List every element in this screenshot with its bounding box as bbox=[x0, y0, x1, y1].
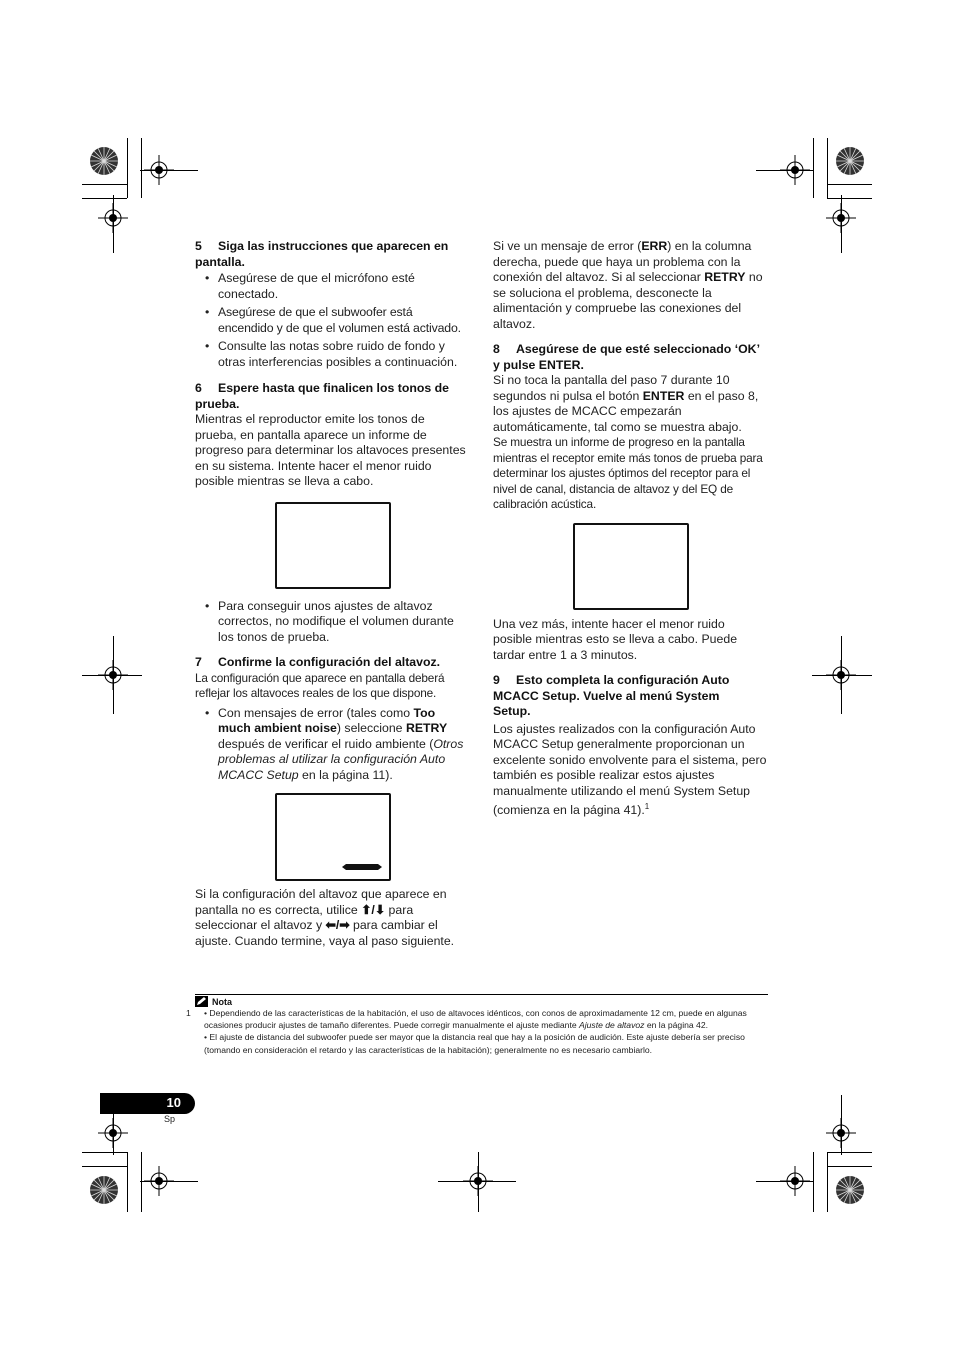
pencil-note-icon bbox=[195, 996, 208, 1007]
crop-mark bbox=[82, 1166, 127, 1167]
step-7-heading bbox=[195, 655, 471, 671]
step-6-body: Mientras el reproductor emite los tonos de prueba, en pantalla aparece un informe de progreso para determinar los altavoces presentes en su sistema. Intente hacer el menor ruido posible mientras se lleva a cabo. bbox=[195, 412, 466, 488]
bullet-item: • Consulte las notas sobre ruido de fondo y otras interferencias posibles a continuación. bbox=[195, 339, 471, 370]
crop-mark bbox=[82, 1152, 127, 1153]
starburst-target-icon bbox=[835, 146, 865, 176]
step-number: 6 bbox=[195, 381, 202, 395]
note-heading bbox=[195, 996, 768, 1007]
step-8-body-2: Se muestra un informe de progreso en la pantalla mientras el receptor emite más tonos de prueba para determinar los ajustes óptimos del receptor para el nivel de canal, distancia de altavoz y del EQ de calibración acústica. bbox=[493, 435, 763, 511]
starburst-target-icon bbox=[89, 1175, 119, 1205]
screen-illustration bbox=[573, 523, 689, 610]
step-8-body: Si no toca la pantalla del paso 7 durante 10 segundos ni pulsa el botón ENTER en el paso 8, los ajustes de MCACC empezarán automáticamente, tal como se muestra abajo. bbox=[493, 373, 759, 434]
crop-mark bbox=[756, 170, 814, 171]
crop-mark bbox=[841, 195, 842, 253]
step-number: 9 bbox=[493, 673, 500, 687]
crop-mark bbox=[141, 138, 142, 198]
starburst-target-icon bbox=[835, 1175, 865, 1205]
step-9-body: Los ajustes realizados con la configuración Auto MCACC Setup generalmente proporcionan un excelente sonido envolvente para el sistema, pero también es posible realizar estos ajustes manualmente utilizando el menú System Setup (comienza en la página 41).$^1$ bbox=[493, 721, 767, 818]
step-title: Asegúrese de que esté seleccionado ‘OK’ y pulse ENTER. bbox=[493, 342, 760, 372]
crop-mark bbox=[756, 1181, 814, 1182]
crop-mark bbox=[140, 1181, 198, 1182]
step-7-closing: Si la configuración del altavoz que aparece en pantalla no es correcta, utilice ⬆/⬇ para seleccionar el altavoz y ⬅/➡ para cambiar el ajuste. Cuando termine, vaya al paso siguiente. bbox=[195, 887, 455, 948]
step-8-heading bbox=[493, 342, 767, 373]
crop-mark bbox=[827, 184, 872, 185]
page-number: 10 bbox=[166, 1095, 181, 1110]
crop-mark bbox=[82, 184, 127, 185]
after-screen-text: Una vez más, intente hacer el menor ruido posible mientras esto se lleva a cabo. Puede tardar entre 1 a 3 minutos. bbox=[493, 616, 738, 662]
starburst-target-icon bbox=[89, 146, 119, 176]
note-item: 1 • Dependiendo de las características de la habitación, el uso de altavoces idénticos, con conos de aproximadamente 12 cm, puede en algunas ocasiones producir ajustes de tamaño diferentes. Puede corregir manualmente el ajuste mediante Ajuste de altavoz en la página 42. • El ajuste de distancia del subwoofer puede ser mayor que la distancia real que hay a la posición de audición. Este ajuste debería ser preciso (tomando en consideración el retardo y las características de la habitación); generalmente no es necesario cambiarlo. bbox=[186, 1008, 747, 1055]
footnote-ref: 1 bbox=[644, 802, 650, 811]
step-9-heading bbox=[493, 673, 767, 720]
step-5-heading bbox=[195, 239, 471, 270]
step-title: Esto completa la configuración Auto MCACC Setup. Vuelve al menú System Setup. bbox=[493, 673, 730, 718]
bullet-item: • Para conseguir unos ajustes de altavoz correctos, no modifique el volumen durante los tonos de prueba. bbox=[195, 599, 471, 646]
left-right-arrows-icon: ⬅/➡ bbox=[325, 918, 350, 932]
bullet-item: • Con mensajes de error (tales como Too much ambient noise) seleccione RETRY después de verificar el ruido ambiente (Otros problemas al utilizar la configuración Auto MCACC Setup en la página 11). bbox=[195, 706, 471, 784]
note-number: 1 bbox=[186, 1008, 191, 1018]
crop-mark bbox=[813, 1152, 814, 1212]
footnote-area bbox=[186, 994, 768, 1056]
bullet-item: • Asegúrese de que el micrófono esté conectado. bbox=[195, 271, 471, 302]
crop-mark bbox=[841, 1095, 842, 1155]
crop-mark bbox=[140, 170, 198, 171]
screen-illustration bbox=[275, 502, 391, 589]
step-number: 5 bbox=[195, 239, 202, 253]
crop-mark bbox=[813, 138, 814, 198]
step-title: Siga las instrucciones que aparecen en pantalla. bbox=[195, 239, 449, 269]
right-column bbox=[493, 239, 767, 819]
crop-mark bbox=[113, 195, 114, 253]
left-column bbox=[195, 239, 471, 949]
crop-mark bbox=[127, 1152, 128, 1212]
error-paragraph: Si ve un mensaje de error (ERR) en la columna derecha, puede que haya un problema con la conexión del altavoz. Si al seleccionar RETRY no se soluciona el problema, desconecte la alimentación y compruebe las conexiones del altavoz. bbox=[493, 239, 763, 331]
crop-mark bbox=[812, 675, 872, 676]
arrow-bar-icon bbox=[342, 863, 382, 871]
step-6-heading bbox=[195, 381, 471, 412]
crop-mark bbox=[141, 1152, 142, 1212]
bullet-item: • Asegúrese de que el subwoofer está encendido y de que el volumen está activado. bbox=[195, 305, 471, 336]
crop-mark bbox=[438, 1181, 516, 1182]
crop-mark bbox=[82, 198, 127, 199]
crop-mark bbox=[82, 675, 142, 676]
crop-mark bbox=[827, 138, 828, 198]
step-title: Confirme la configuración del altavoz. bbox=[218, 655, 441, 669]
step-number: 7 bbox=[195, 655, 202, 669]
crop-mark bbox=[827, 198, 872, 199]
step-7-body: La configuración que aparece en pantalla deberá reflejar los altavoces reales de los que dispone. bbox=[195, 670, 445, 700]
crop-mark bbox=[478, 1152, 479, 1212]
step-title: Espere hasta que finalicen los tonos de prueba. bbox=[195, 381, 449, 411]
crop-mark bbox=[827, 1152, 872, 1153]
crop-mark bbox=[827, 1152, 828, 1212]
crop-mark bbox=[127, 138, 128, 198]
page-language: Sp bbox=[164, 1114, 176, 1124]
page-number-tab bbox=[100, 1093, 195, 1114]
note-title: Nota bbox=[212, 996, 232, 1007]
up-down-arrows-icon: ⬆/⬇ bbox=[361, 902, 386, 917]
screen-illustration bbox=[275, 793, 391, 881]
crop-mark bbox=[827, 1166, 872, 1167]
step-number: 8 bbox=[493, 342, 500, 356]
